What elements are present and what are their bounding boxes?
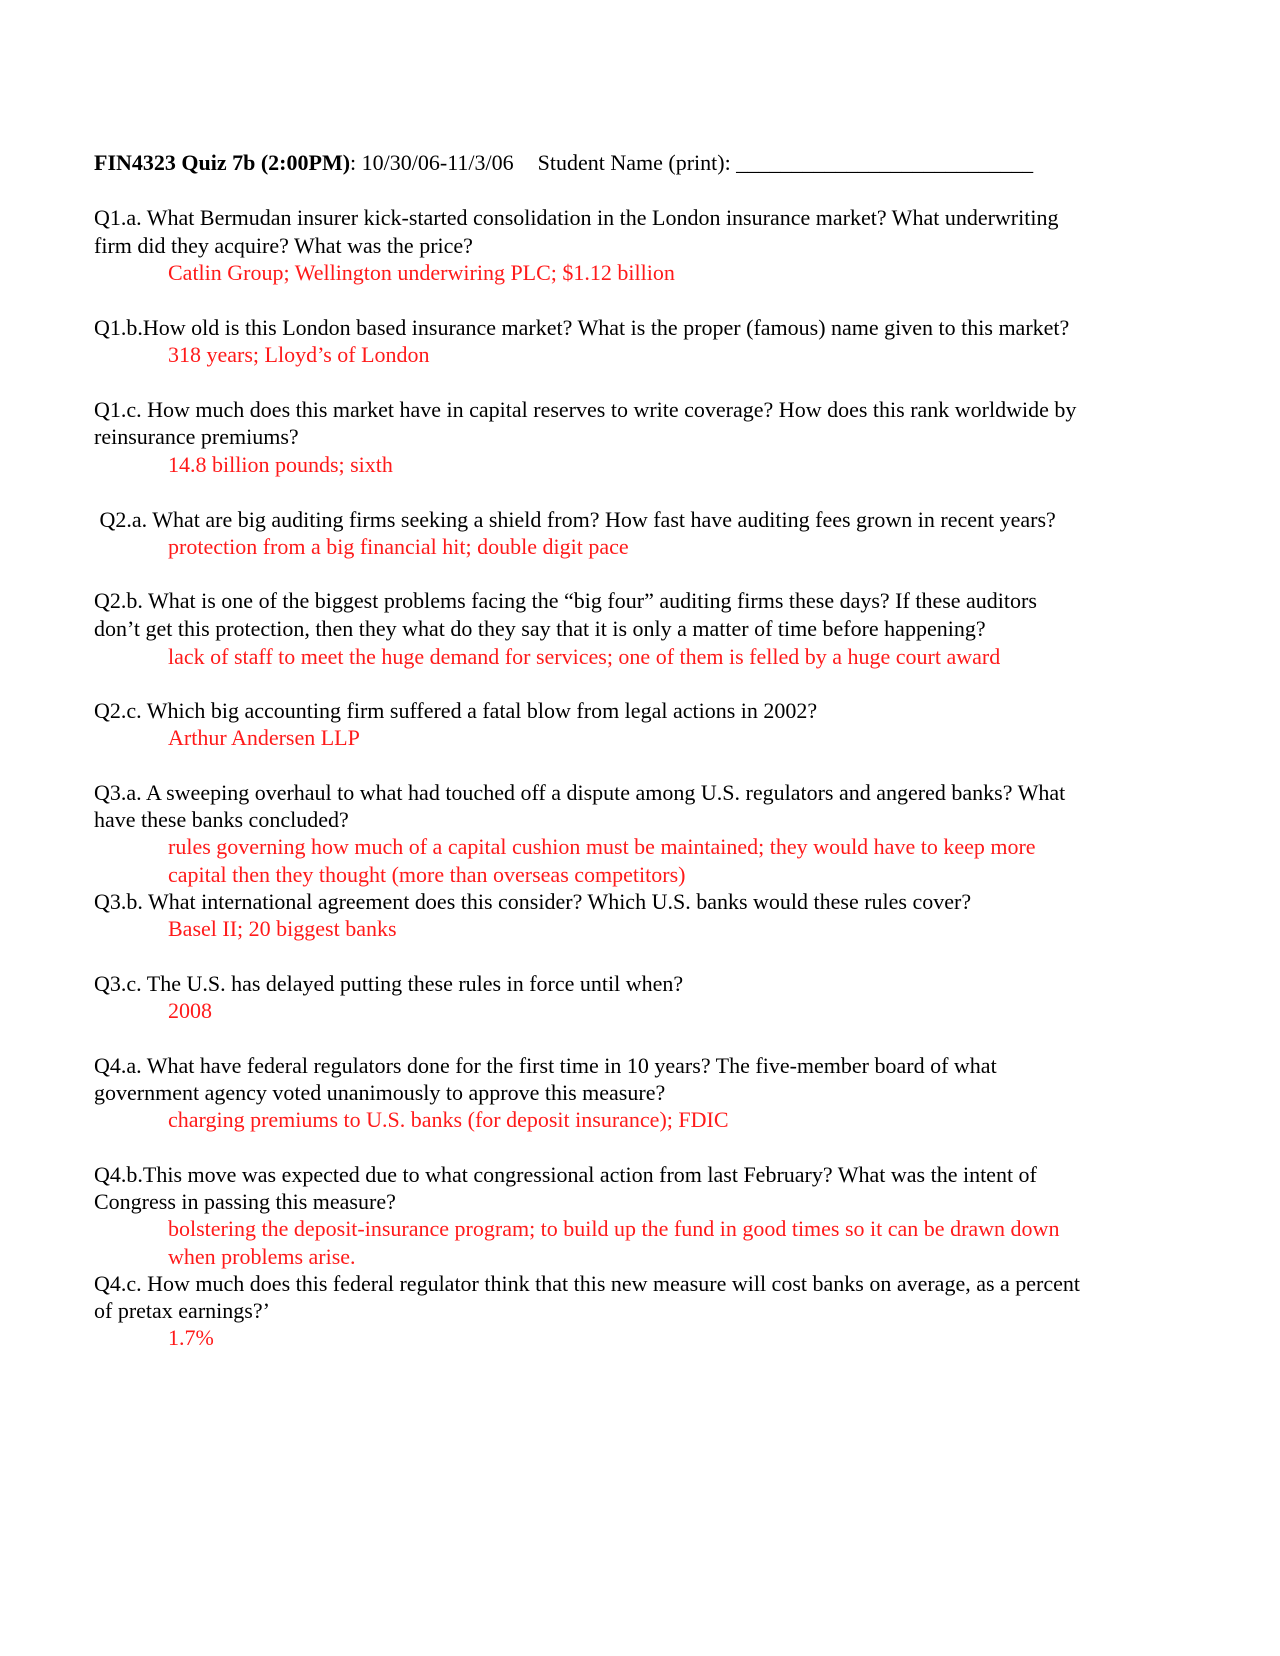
answer-line: protection from a big financial hit; double digit pace — [168, 534, 629, 559]
answer-line: Catlin Group; Wellington underwiring PLC; $1.12 billion — [168, 260, 675, 285]
question-line: Q3.c. The U.S. has delayed putting these rules in force until when? — [94, 971, 684, 996]
question-line: reinsurance premiums? — [94, 424, 299, 449]
answer-line: 318 years; Lloyd’s of London — [168, 342, 430, 367]
answer-line: Basel II; 20 biggest banks — [168, 916, 397, 941]
answer-line: capital then they thought (more than overseas competitors) — [168, 862, 686, 887]
answer-line: when problems arise. — [168, 1244, 356, 1269]
question-line: Q2.c. Which big accounting firm suffered a fatal blow from legal actions in 2002? — [94, 698, 818, 723]
answer-line: 2008 — [168, 998, 212, 1023]
answer-line: charging premiums to U.S. banks (for deposit insurance); FDIC — [168, 1107, 729, 1132]
answer-line: lack of staff to meet the huge demand for services; one of them is felled by a huge court award — [168, 644, 1001, 669]
answer-line: 1.7% — [168, 1325, 214, 1350]
answer-line: 14.8 billion pounds; sixth — [168, 452, 393, 477]
question-line: government agency voted unanimously to approve this measure? — [94, 1080, 666, 1105]
question-line: Q2.a. What are big auditing firms seeking a shield from? How fast have auditing fees grown in recent years? — [94, 507, 1056, 532]
answer-line: rules governing how much of a capital cushion must be maintained; they would have to keep more — [168, 834, 1036, 859]
question-line: of pretax earnings?’ — [94, 1298, 270, 1323]
question-line: Congress in passing this measure? — [94, 1189, 396, 1214]
question-line: Q3.a. A sweeping overhaul to what had touched off a dispute among U.S. regulators and angered banks? What — [94, 780, 1066, 805]
question-line: Q4.a. What have federal regulators done for the first time in 10 years? The five-member board of what — [94, 1053, 997, 1078]
course-title: FIN4323 Quiz 7b (2:00PM) — [94, 150, 351, 175]
answer-line: bolstering the deposit-insurance program; to build up the fund in good times so it can be drawn down — [168, 1216, 1060, 1241]
quiz-header — [94, 149, 1033, 177]
question-line: Q4.c. How much does this federal regulator think that this new measure will cost banks on average, as a percent — [94, 1271, 1081, 1296]
question-line: have these banks concluded? — [94, 807, 349, 832]
question-line: firm did they acquire? What was the price? — [94, 233, 473, 258]
question-line: Q1.c. How much does this market have in capital reserves to write coverage? How does this rank worldwide by — [94, 397, 1077, 422]
question-line: Q1.a. What Bermudan insurer kick-started consolidation in the London insurance market? What underwriting — [94, 205, 1059, 230]
student-name-label: Student Name (print): ___________________________ — [537, 150, 1034, 175]
question-line: Q2.b. What is one of the biggest problems facing the “big four” auditing firms these days? If these auditors — [94, 588, 1037, 613]
question-line: Q1.b.How old is this London based insurance market? What is the proper (famous) name given to this market? — [94, 315, 1070, 340]
answer-line: Arthur Andersen LLP — [168, 725, 360, 750]
question-line: Q3.b. What international agreement does this consider? Which U.S. banks would these rules cover? — [94, 889, 972, 914]
question-line: don’t get this protection, then they what do they say that it is only a matter of time before happening? — [94, 616, 986, 641]
question-line: Q4.b.This move was expected due to what congressional action from last February? What was the intent of — [94, 1162, 1037, 1187]
quiz-dates: : 10/30/06-11/3/06 — [350, 150, 514, 175]
